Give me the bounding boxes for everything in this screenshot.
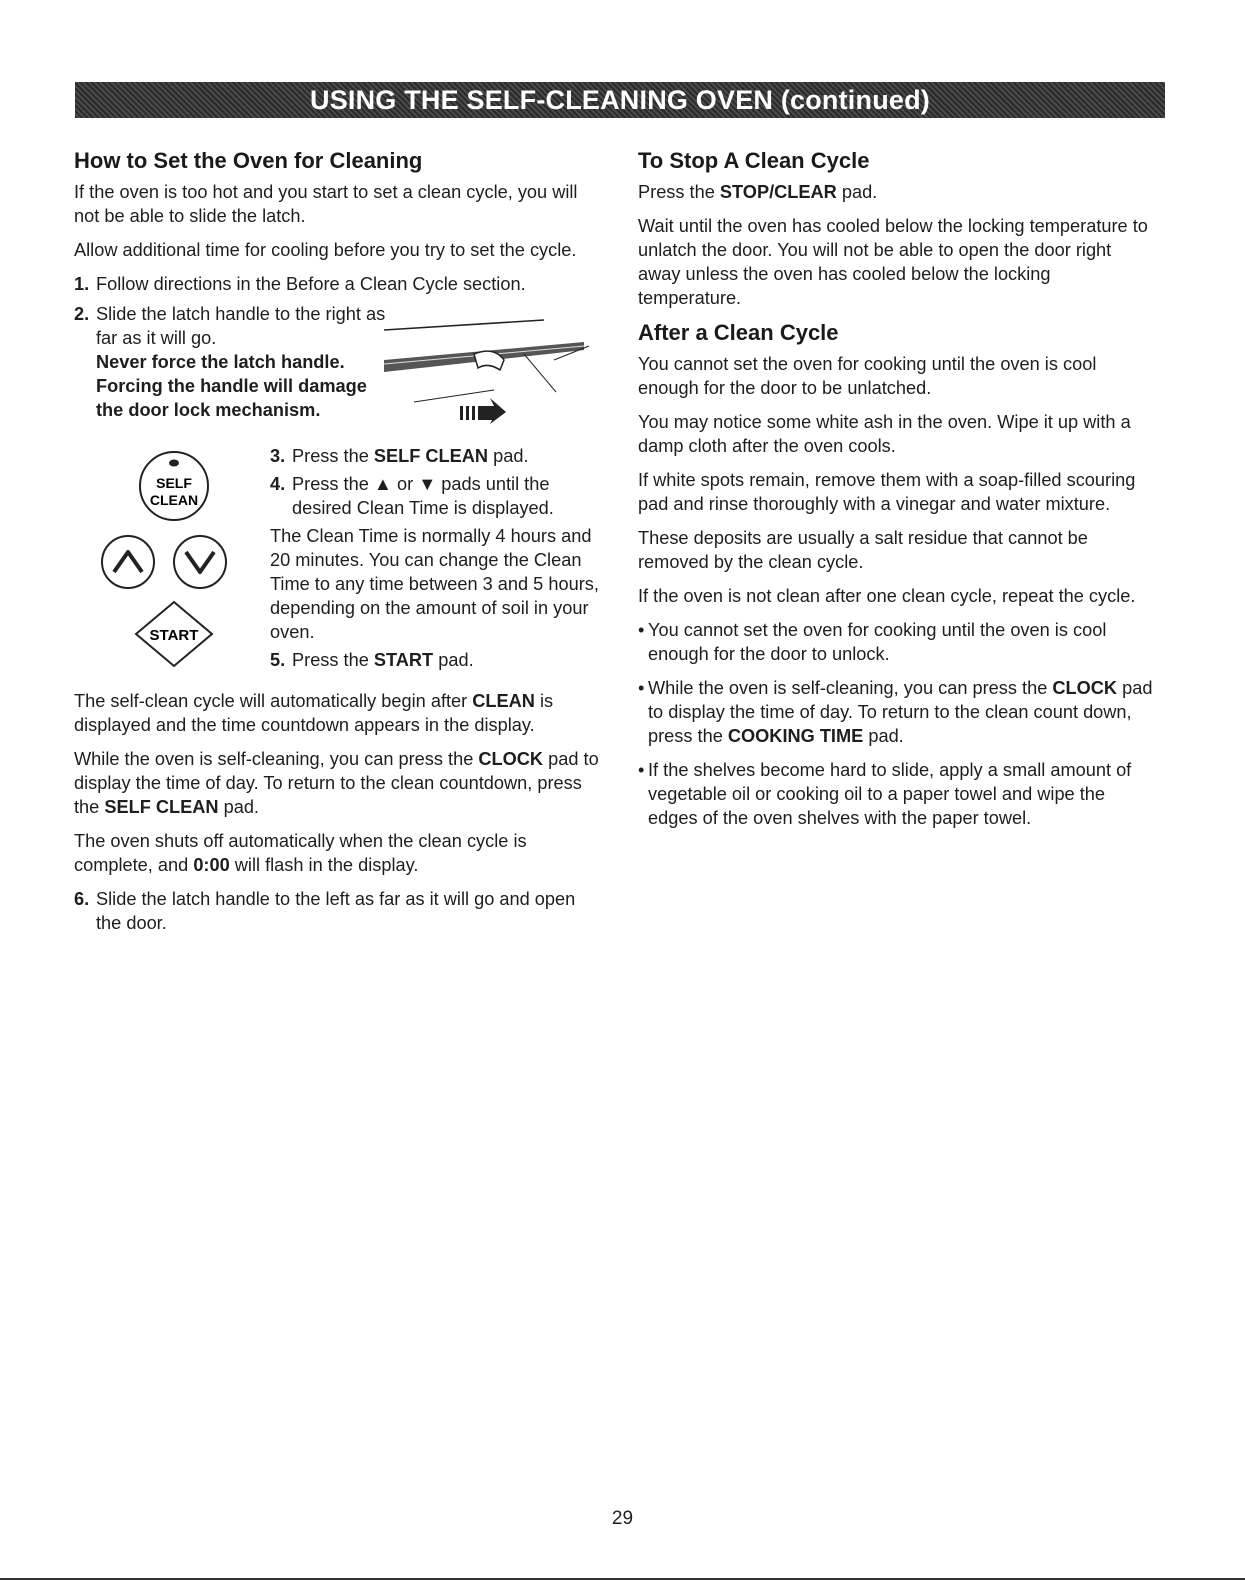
step-4: 4. Press the ▲ or ▼ pads until the desired Clean Time is displayed.	[270, 474, 554, 518]
self-clean-pad	[140, 452, 208, 520]
bullet-unlock: • You cannot set the oven for cooking until the oven is cool enough for the door to unlock.	[638, 620, 1107, 664]
bullet-icon: •	[638, 760, 645, 780]
clean-time-note: The Clean Time is normally 4 hours and 20 minutes. You can change the Clean Time to any time between 3 and 5 hours, depending on the amount of soil in your oven.	[270, 526, 599, 642]
paragraph-white-ash: You may notice some white ash in the oven. Wipe it up with a damp cloth after the oven cools.	[638, 412, 1131, 456]
paragraph-clock-pad: While the oven is self-cleaning, you can press the CLOCK pad to display the time of day. To return to the clean countdown, press the SELF CLEAN pad.	[74, 749, 599, 817]
step-1-text: Follow directions in the Before a Clean Cycle section.	[96, 274, 526, 294]
bullet-icon: •	[638, 620, 645, 640]
step-2: 2. Slide the latch handle to the right as far as it will go. Never force the latch handle. Forcing the handle will damage the door lock mechanism.	[74, 302, 604, 442]
svg-text:SELF: SELF	[156, 475, 192, 491]
heading-set-oven: How to Set the Oven for Cleaning	[74, 148, 423, 173]
arrow-right-icon	[460, 398, 506, 424]
paragraph-too-hot: If the oven is too hot and you start to set a clean cycle, you will not be able to slide the latch.	[74, 182, 578, 226]
paragraph-wait-cool: Wait until the oven has cooled below the locking temperature to unlatch the door. You will not be able to open the door right away unless the oven has cooled below the locking temperature.	[638, 216, 1148, 308]
latch-handle-illustration	[374, 302, 604, 442]
heading-stop-clean: To Stop A Clean Cycle	[638, 148, 870, 173]
step-2-text: Slide the latch handle to the right as far as it will go.	[96, 304, 386, 348]
paragraph-cannot-cook: You cannot set the oven for cooking until the oven is cool enough for the door to be unlatched.	[638, 354, 1097, 398]
bullet-clock: • While the oven is self-cleaning, you can press the CLOCK pad to display the time of day. To return to the clean count down, press the COOKING TIME pad.	[638, 678, 1153, 746]
section-banner	[75, 82, 1165, 118]
paragraph-cooling: Allow additional time for cooling before you try to set the cycle.	[74, 240, 577, 260]
paragraph-salt-residue: These deposits are usually a salt residue that cannot be removed by the clean cycle.	[638, 528, 1088, 572]
paragraph-auto-begin: The self-clean cycle will automatically begin after CLEAN is displayed and the time countdown appears in the display.	[74, 691, 554, 735]
up-arrow-pad	[102, 536, 154, 588]
down-arrow-pad	[174, 536, 226, 588]
svg-text:START: START	[149, 627, 199, 644]
bullet-icon: •	[638, 678, 645, 698]
step-6: 6. Slide the latch handle to the left as far as it will go and open the door.	[74, 889, 576, 933]
up-triangle-icon: ▲	[373, 474, 392, 494]
control-pads-section	[74, 444, 604, 689]
heading-after-clean: After a Clean Cycle	[638, 320, 839, 345]
paragraph-stop-clear: Press the STOP/CLEAR pad.	[638, 182, 878, 202]
left-column	[74, 148, 604, 941]
svg-text:CLEAN: CLEAN	[149, 492, 199, 508]
right-column	[638, 148, 1158, 840]
latch-warning: Never force the latch handle. Forcing the handle will damage the door lock mechanism.	[96, 352, 367, 420]
paragraph-shuts-off: The oven shuts off automatically when the clean cycle is complete, and 0:00 will flash in the display.	[74, 831, 527, 875]
start-pad	[136, 602, 212, 666]
bullet-shelves: • If the shelves become hard to slide, apply a small amount of vegetable oil or cooking oil to a paper towel and wipe the edges of the oven shelves with the paper towel.	[638, 760, 1132, 828]
paragraph-white-spots: If white spots remain, remove them with a soap-filled scouring pad and rinse thoroughly with a vinegar and water mixture.	[638, 470, 1136, 514]
step-3: 3. Press the SELF CLEAN pad.	[270, 446, 529, 466]
control-pads-illustration	[94, 444, 254, 674]
bottom-rule	[0, 1578, 1245, 1580]
banner-title: USING THE SELF-CLEANING OVEN (continued)	[310, 84, 930, 115]
step-1: 1. Follow directions in the Before a Clean Cycle section.	[74, 274, 526, 294]
down-triangle-icon: ▼	[418, 474, 437, 494]
page-number: 29	[611, 1508, 634, 1529]
step-5: 5. Press the START pad.	[270, 650, 474, 670]
paragraph-repeat-cycle: If the oven is not clean after one clean cycle, repeat the cycle.	[638, 586, 1136, 606]
